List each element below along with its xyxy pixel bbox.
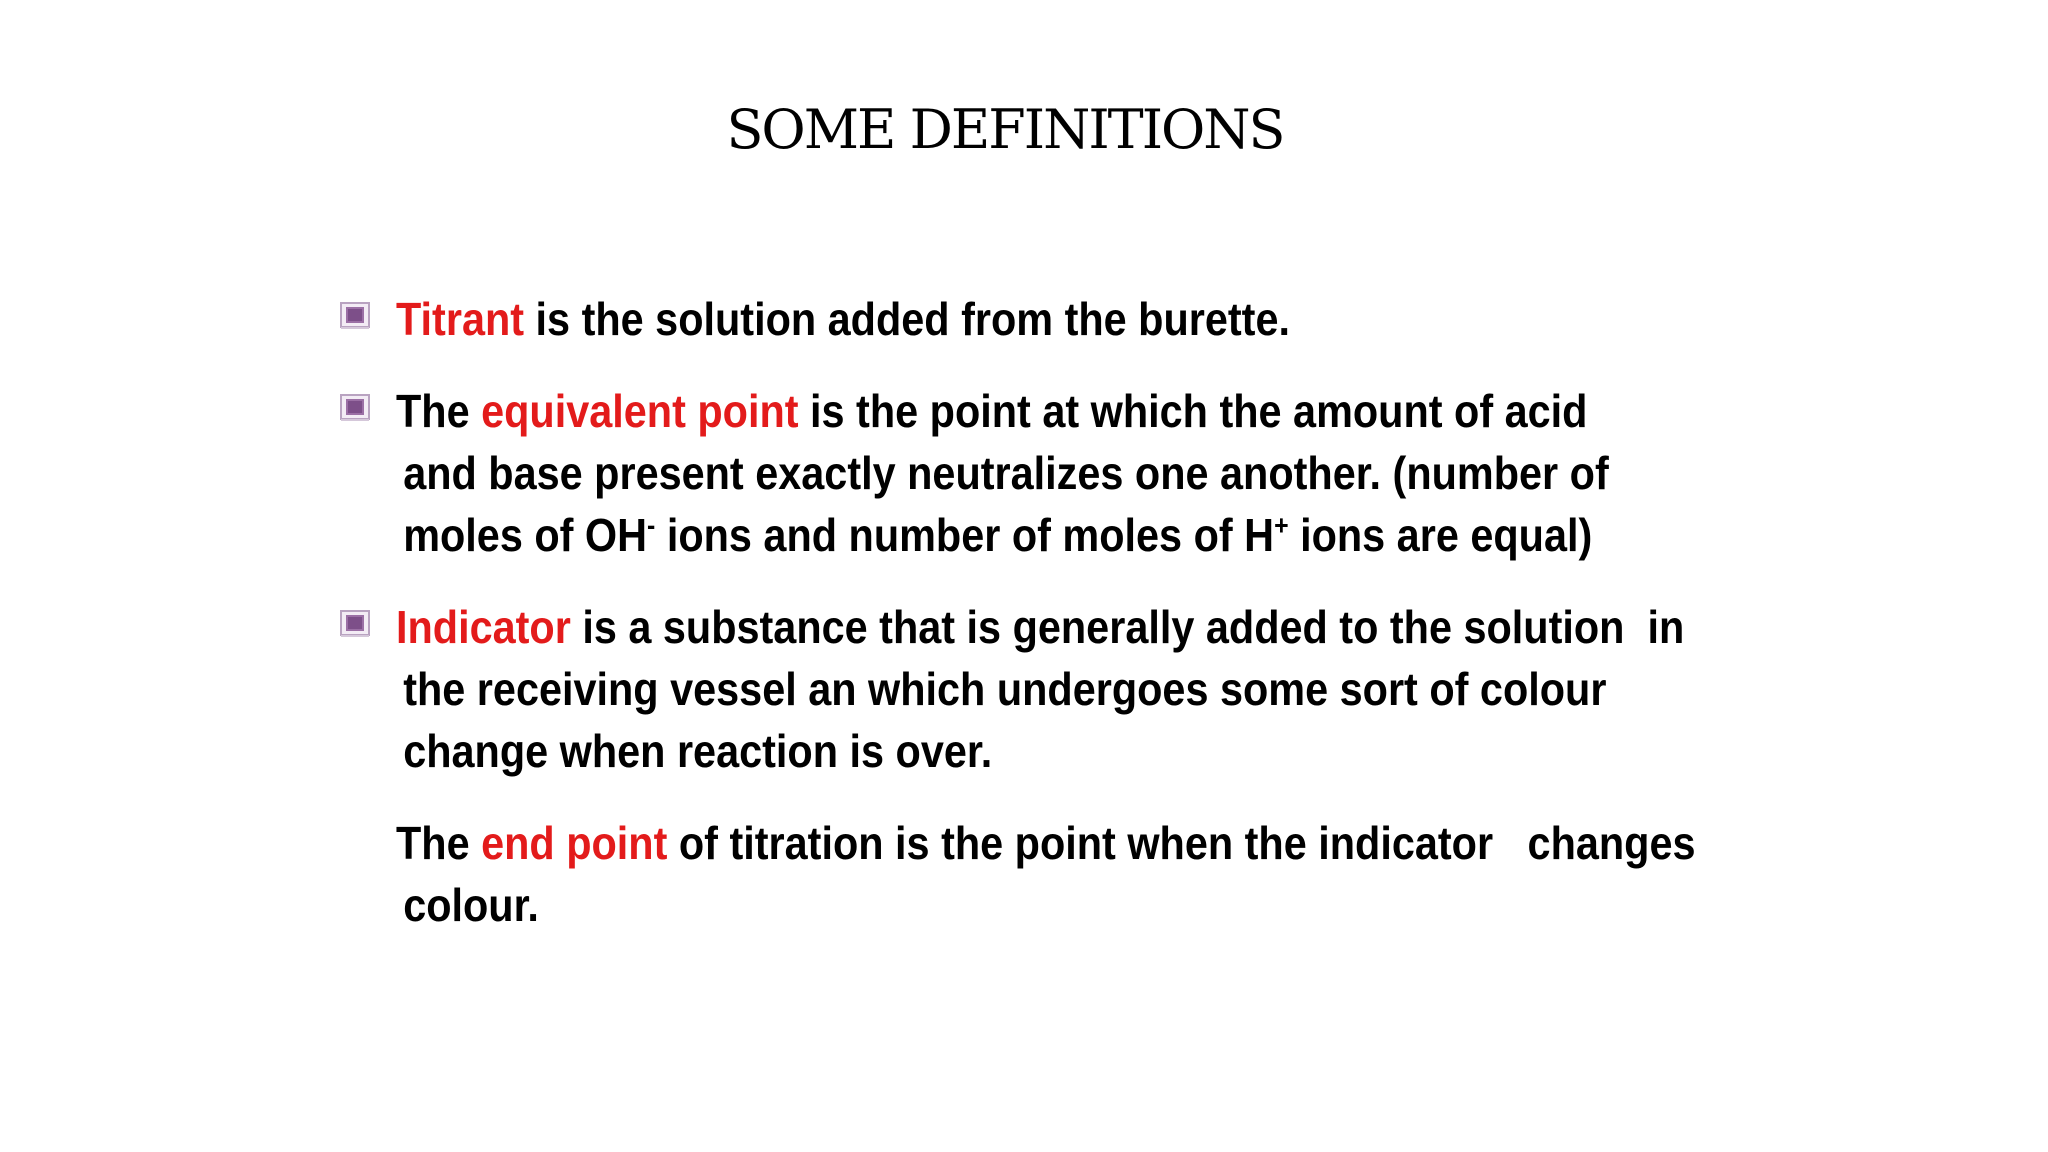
keyword-titrant: Titrant (396, 293, 525, 345)
superscript-minus: - (647, 509, 656, 541)
definition-line: change when reaction is over. (403, 725, 993, 777)
definition-end-point (396, 812, 1696, 936)
definition-line: Titrant is the solution added from the burette. (396, 293, 1290, 345)
square-bullet-icon (338, 300, 372, 330)
definition-line: colour. (403, 879, 539, 931)
definition-line: The equivalent point is the point at which the amount of acid (396, 385, 1588, 437)
definition-indicator (396, 596, 1685, 782)
keyword-equivalent-point: equivalent point (481, 385, 799, 437)
superscript-plus: + (1274, 509, 1289, 541)
definition-line: and base present exactly neutralizes one another. (number of (403, 447, 1609, 499)
square-bullet-icon (338, 608, 372, 638)
keyword-indicator: Indicator (396, 601, 571, 653)
keyword-end-point: end point (481, 817, 668, 869)
definition-titrant (396, 288, 1620, 350)
slide-title: SOME DEFINITIONS (726, 98, 1284, 161)
definition-line: Indicator is a substance that is generally added to the solution in (396, 601, 1685, 653)
definition-line: moles of OH- ions and number of moles of H+ ions are equal) (403, 509, 1593, 561)
square-bullet-icon (338, 392, 372, 422)
definition-equivalent-point (396, 380, 1620, 566)
definition-line: The end point of titration is the point when the indicator changes (396, 817, 1696, 869)
definition-line: the receiving vessel an which undergoes some sort of colour (403, 663, 1607, 715)
